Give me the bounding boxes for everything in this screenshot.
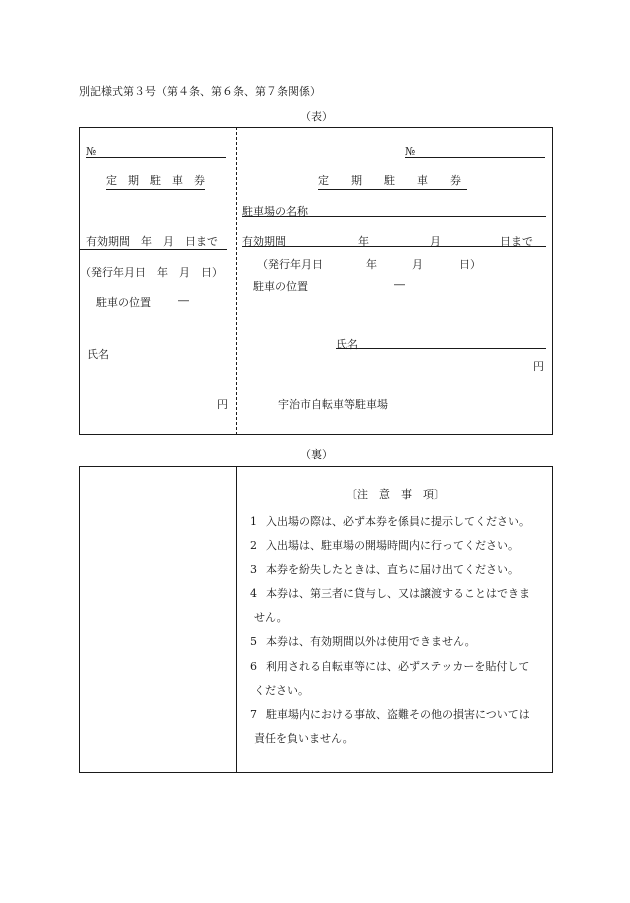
position-dash: ― [394, 278, 405, 291]
validity-year: 年 [358, 235, 369, 248]
yen-label: 円 [533, 360, 544, 373]
note-number: 2 [250, 539, 257, 552]
issue-year: 年 [366, 258, 377, 271]
parking-name-label: 駐車場の名称 [242, 205, 308, 218]
issue-date-label: （発行年月日 [257, 258, 323, 271]
validity-field [242, 233, 546, 247]
note-number: 3 [250, 563, 257, 576]
issue-day: 日） [459, 258, 481, 271]
note-item [250, 561, 519, 577]
note-number: 6 [250, 660, 257, 673]
stub-number-field [86, 145, 226, 158]
front-label: （表） [300, 110, 333, 123]
name-label: 氏名 [336, 338, 358, 351]
perforation-line [236, 127, 237, 435]
note-text: 駐車場内における事故、盗難その他の損害については [266, 708, 530, 721]
validity-until: 日まで [500, 235, 533, 248]
notes-title: 〔注 意 事 項〕 [346, 488, 445, 501]
parking-name-field [242, 203, 546, 217]
note-number: 1 [250, 515, 257, 528]
note-text: 利用される自転車等には、必ずステッカーを貼付して [266, 660, 530, 673]
stub-issue-date: （発行年月日 年 月 日） [80, 266, 223, 279]
note-text: 入出場は、駐車場の開場時間内に行ってください。 [266, 539, 519, 552]
note-text: 入出場の際は、必ず本券を係員に提示してください。 [266, 515, 530, 528]
note-number: 4 [250, 587, 257, 600]
ticket-title: 定 期 駐 車 券 [318, 172, 467, 190]
note-item [250, 537, 519, 553]
note-item [250, 706, 530, 722]
name-field [336, 336, 546, 349]
issuer-name: 宇治市自転車等駐車場 [278, 398, 388, 411]
stub-yen-label: 円 [217, 398, 228, 411]
note-item [250, 633, 476, 649]
issue-month: 月 [412, 258, 423, 271]
stub-ticket-title: 定 期 駐 車 券 [106, 172, 205, 190]
back-divider [236, 466, 237, 773]
note-item [250, 585, 530, 601]
form-title: 別記様式第３号（第４条、第６条、第７条関係） [79, 85, 321, 98]
stub-parking-position: 駐車の位置 [96, 296, 151, 309]
stub-validity: 有効期間 年 月 日まで [79, 233, 227, 250]
note-continuation: 責任を負いません。 [254, 732, 354, 745]
note-item [250, 658, 529, 674]
note-continuation: ください。 [254, 684, 309, 697]
note-item [250, 513, 530, 529]
note-number: 5 [250, 635, 257, 648]
note-text: 本券を紛失したときは、直ちに届け出てください。 [266, 563, 519, 576]
back-label: （裏） [300, 448, 333, 461]
note-text: 本券は、第三者に貸与し、又は譲渡することはできま [266, 587, 530, 600]
stub-number-label: № [86, 145, 97, 158]
validity-month: 月 [430, 235, 441, 248]
parking-position: 駐車の位置 [253, 280, 308, 293]
stub-name-label: 氏名 [87, 348, 109, 361]
note-continuation: せん。 [254, 611, 288, 624]
ticket-number-field [405, 145, 545, 158]
validity-label: 有効期間 [242, 235, 286, 248]
stub-position-dash: ― [178, 294, 189, 307]
note-number: 7 [250, 708, 257, 721]
ticket-number-label: № [405, 145, 416, 158]
note-text: 本券は、有効期間以外は使用できません。 [266, 635, 476, 648]
